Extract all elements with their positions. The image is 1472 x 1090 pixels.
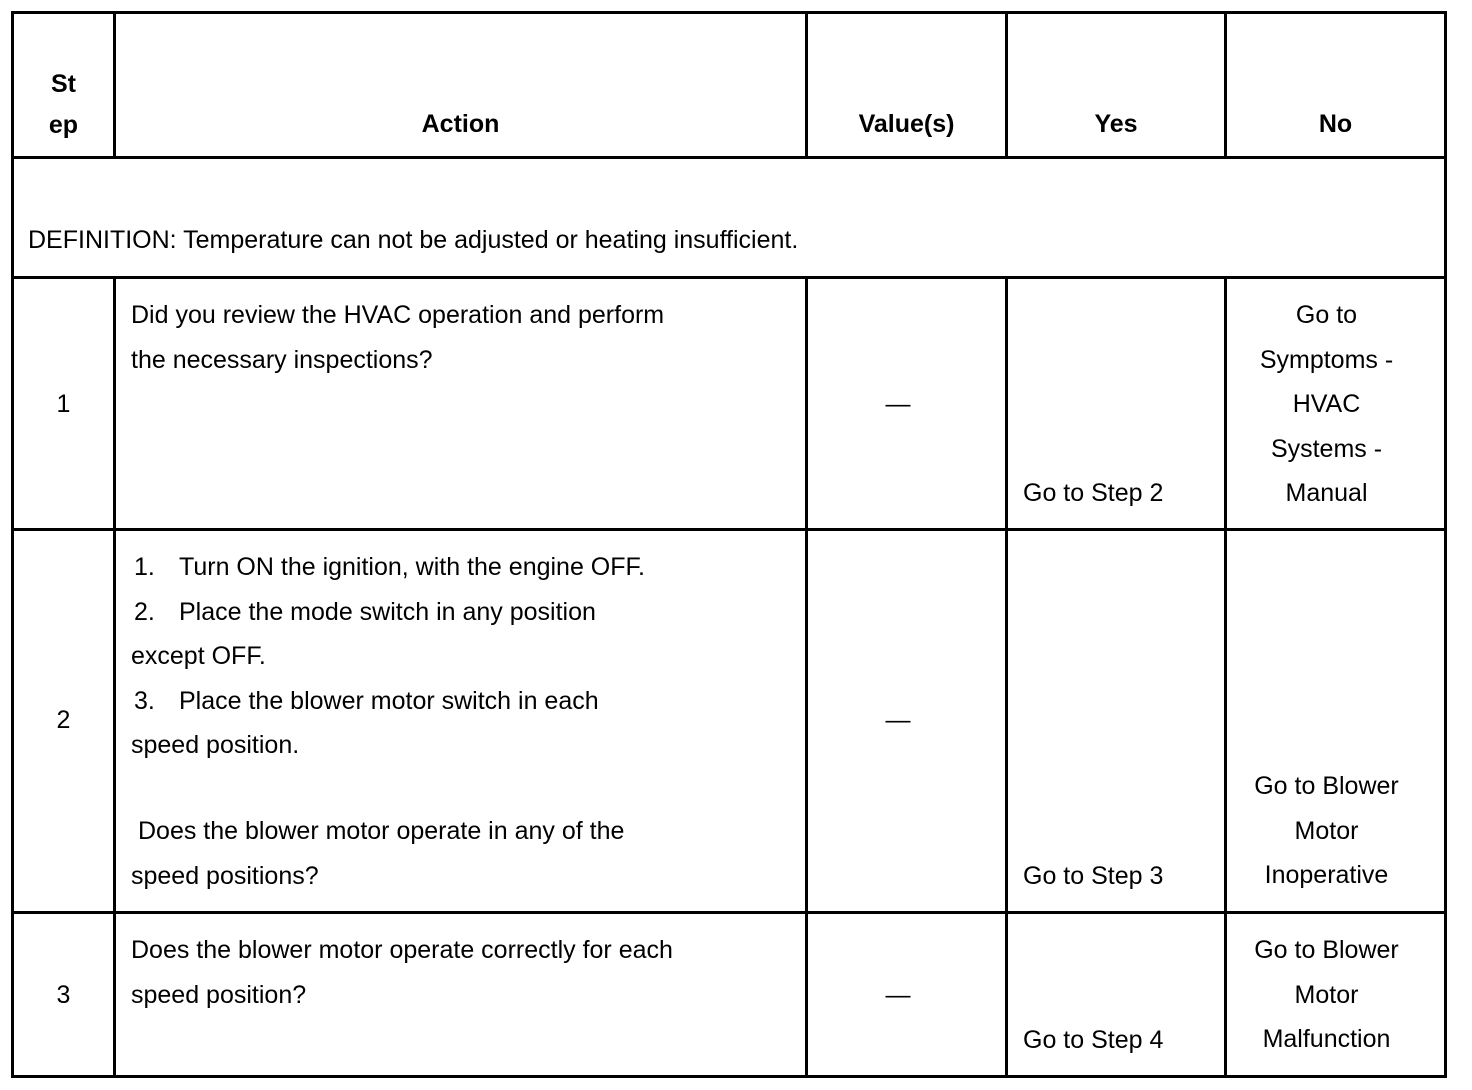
table-border-top	[11, 11, 1447, 14]
no-line: Symptoms -	[1259, 345, 1394, 374]
step-number: 3	[56, 981, 71, 1009]
action-line: speed position?	[131, 980, 307, 1009]
action-line: Does the blower motor operate correctly for each	[131, 936, 673, 964]
question-text	[131, 809, 624, 898]
list-text: Turn ON the ignition, with the engine OFF.	[179, 553, 645, 581]
table-border-left	[11, 11, 14, 1078]
header-no: No	[1318, 110, 1353, 138]
no-line: Manual	[1285, 479, 1368, 507]
action-line: the necessary inspections?	[131, 345, 433, 374]
step-number: 2	[56, 706, 71, 734]
definition-divider	[11, 276, 1447, 279]
diagnostic-table	[11, 11, 1447, 1078]
table-border-bottom	[11, 1075, 1447, 1078]
header-step-line2: ep	[48, 110, 79, 139]
header-values: Value(s)	[858, 110, 955, 138]
no-line: Go to Blower	[1254, 936, 1399, 964]
action-text	[131, 293, 664, 382]
list-number: 1.	[134, 553, 155, 581]
table-border-right	[1444, 11, 1447, 1078]
no-line: Go to	[1295, 301, 1358, 329]
action-list	[131, 545, 645, 768]
list-item-continuation	[131, 723, 645, 768]
action-line: Did you review the HVAC operation and perform	[131, 301, 665, 329]
row-divider-1	[11, 528, 1447, 531]
list-item	[131, 679, 645, 724]
yes-text: Go to Step 2	[1023, 479, 1164, 507]
no-line: Go to Blower	[1254, 772, 1399, 800]
list-text: except OFF.	[131, 642, 266, 670]
header-yes: Yes	[1094, 110, 1138, 138]
list-number: 3.	[134, 686, 155, 715]
action-text	[131, 928, 673, 1017]
header-step	[14, 62, 113, 147]
list-text: speed position.	[131, 731, 300, 759]
col-divider-values	[1005, 276, 1008, 1078]
no-text	[1227, 928, 1426, 1062]
step-number: 1	[56, 390, 71, 418]
question-line: speed positions?	[131, 861, 319, 890]
row-divider-2	[11, 911, 1447, 914]
no-line: HVAC	[1292, 390, 1361, 418]
header-action: Action	[421, 110, 500, 138]
list-item-continuation	[131, 634, 645, 679]
no-line: Inoperative	[1264, 861, 1389, 889]
value-text: —	[885, 706, 911, 734]
no-line: Motor	[1294, 980, 1359, 1009]
list-item	[131, 545, 645, 590]
no-text	[1227, 764, 1426, 898]
list-text: Place the mode switch in any position	[179, 597, 596, 626]
definition-text: DEFINITION: Temperature can not be adjusted or heating insufficient.	[28, 226, 799, 254]
value-text: —	[885, 981, 911, 1009]
col-divider-step	[113, 276, 116, 1078]
question-line: Does the blower motor operate in any of the	[138, 817, 625, 845]
no-text	[1227, 293, 1426, 516]
no-line: Motor	[1294, 816, 1359, 845]
header-step-line1: St	[51, 70, 76, 98]
list-number: 2.	[134, 597, 155, 626]
value-text: —	[885, 390, 911, 418]
header-divider	[11, 156, 1447, 159]
yes-text: Go to Step 4	[1023, 1026, 1164, 1054]
yes-text: Go to Step 3	[1023, 862, 1164, 890]
list-item	[131, 590, 645, 635]
list-text: Place the blower motor switch in each	[179, 686, 599, 715]
no-line: Systems -	[1270, 434, 1383, 463]
no-line: Malfunction	[1262, 1025, 1391, 1053]
